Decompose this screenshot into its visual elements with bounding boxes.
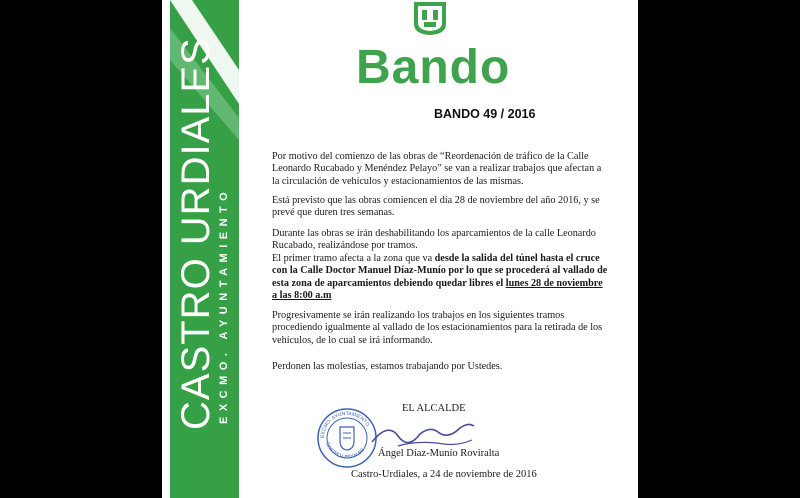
- paragraph-3: [272, 228, 608, 302]
- paragraph-3-bold: desde la salida del túnel hasta el cruce con la Calle Doctor Manuel Díaz-Munío por lo que se procederá al vallado de esta zona de aparcamientos debiendo quedar libres el: [272, 252, 608, 289]
- svg-text:CASTRO-URDIALES: CASTRO-URDIALES: [324, 441, 366, 461]
- paragraph-5: Perdonen las molestias, estamos trabajando por Ustedes.: [272, 361, 503, 372]
- document-title: Bando: [356, 41, 511, 94]
- sidebar-subtitle: EXCMO. AYUNTAMIENTO: [218, 186, 230, 424]
- signer-title: EL ALCALDE: [402, 403, 466, 414]
- svg-text:EXCMO. AYUNTAMIENTO: EXCMO. AYUNTAMIENTO: [319, 410, 371, 439]
- paragraph-3-plain: El primer tramo afecta a la zona que va: [272, 252, 435, 264]
- paragraph-4: Progresivamente se irán realizando los trabajos en los siguientes tramos procediendo igualmente al vallado de los estacionamientos para la retirada de los vehículos, de lo cual se irá informando.: [272, 310, 603, 346]
- paragraph-3-deadline: lunes 28 de noviembre a las 8:00 a.m: [272, 277, 603, 302]
- sidebar-municipality-name: CASTRO URDIALES: [174, 37, 218, 430]
- signer-name: Ángel Díaz-Munío Roviralta: [378, 448, 500, 459]
- handwritten-signature-icon: [368, 412, 478, 452]
- bando-number: BANDO 49 / 2016: [434, 107, 536, 121]
- paragraph-3-intro: Durante las obras se irán deshabilitando los aparcamientos de la calle Leonardo Rucabado, realizándose por tramos.: [272, 228, 596, 252]
- sidebar-banner: [170, 0, 239, 498]
- paragraph-1: Por motivo del comienzo de las obras de “Reordenación de tráfico de la Calle Leonardo Rucabado y Menéndez Pelayo” se van a realizar trabajos que afectan a la circulación de vehículos y estacionamientos de las mismas.: [272, 151, 602, 187]
- document-date: Castro-Urdiales, a 24 de noviembre de 2016: [351, 469, 537, 480]
- paragraph-2: Está previsto que las obras comiencen el día 28 de noviembre del año 2016, y se prevé que duren tres semanas.: [272, 195, 600, 219]
- municipal-crest-icon: [410, 0, 450, 36]
- paragraph-3-detail: [272, 253, 608, 303]
